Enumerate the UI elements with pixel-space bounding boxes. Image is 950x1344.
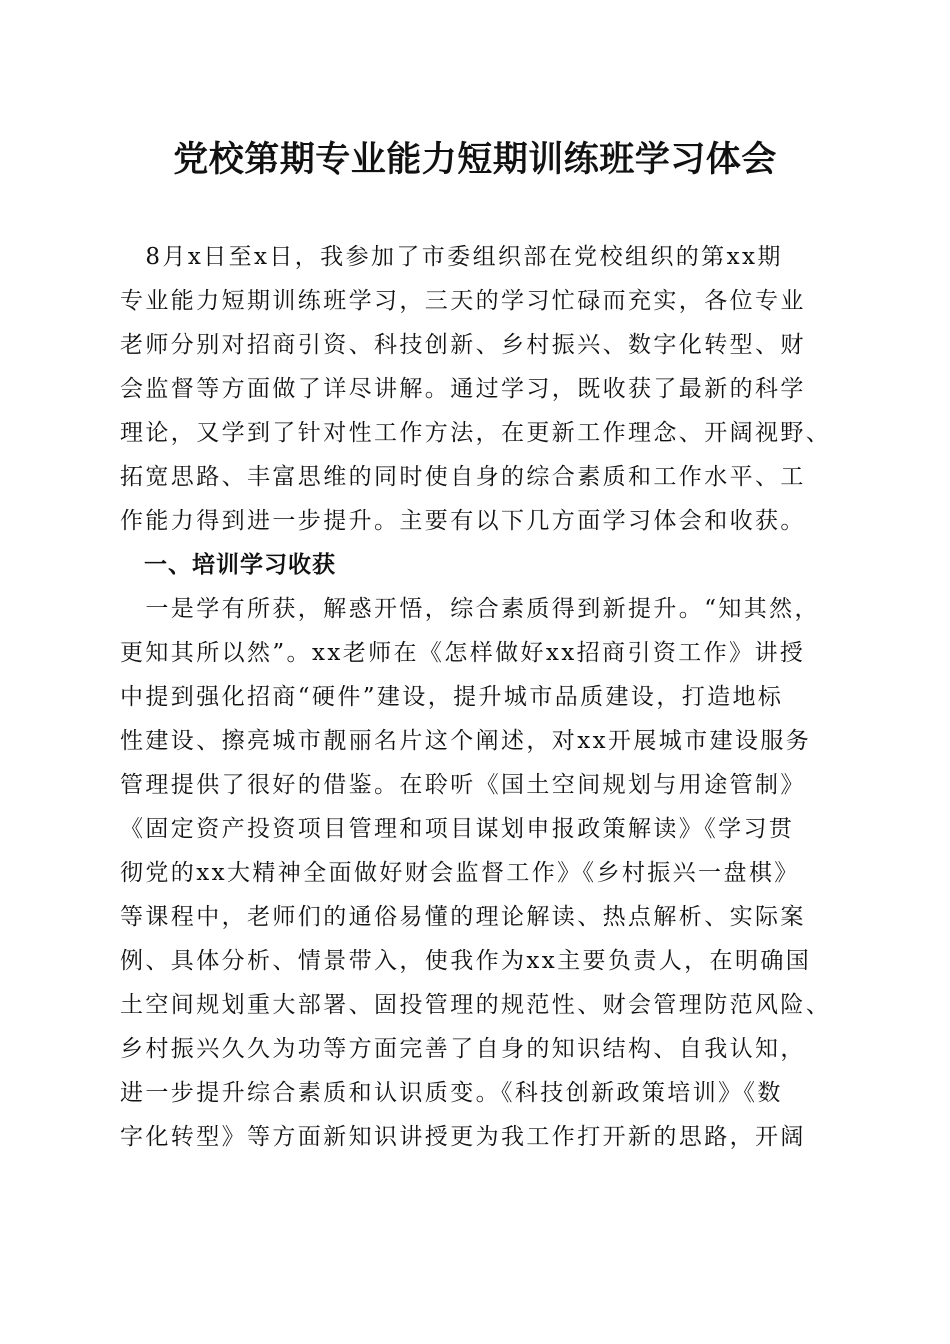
body-line: 更知其所以然”。xx老师在《怎样做好xx招商引资工作》讲授: [120, 640, 806, 666]
document-body: [120, 235, 835, 1159]
section-heading: 一、培训学习收获: [120, 552, 336, 578]
document-title: 党校第期专业能力短期训练班学习体会: [173, 140, 777, 180]
body-line: 性建设、擦亮城市靓丽名片这个阐述，对xx开展城市建设服务: [120, 728, 812, 754]
body-line: 8月x日至x日，我参加了市委组织部在党校组织的第xx期: [120, 244, 783, 270]
body-line: 等课程中，老师们的通俗易懂的理论解读、热点解析、实际案: [120, 904, 806, 930]
body-line: 会监督等方面做了详尽讲解。通过学习，既收获了最新的科学: [120, 376, 806, 402]
body-line: 例、具体分析、情景带入，使我作为xx主要负责人，在明确国: [120, 948, 812, 974]
body-line: 一是学有所获，解惑开悟，综合素质得到新提升。“知其然，: [120, 596, 820, 622]
body-line: 乡村振兴久久为功等方面完善了自身的知识结构、自我认知，: [120, 1036, 806, 1062]
body-line: 进一步提升综合素质和认识质变。《科技创新政策培训》《数: [120, 1080, 783, 1106]
body-line: 管理提供了很好的借鉴。在聆听《国土空间规划与用途管制》: [120, 772, 806, 798]
body-line: 彻党的xx大精神全面做好财会监督工作》《乡村振兴一盘棋》: [120, 860, 800, 886]
body-line: 中提到强化招商“硬件”建设，提升城市品质建设，打造地标: [120, 684, 784, 710]
body-line: 土空间规划重大部署、固投管理的规范性、财会管理防范风险、: [120, 992, 832, 1018]
body-line: 作能力得到进一步提升。主要有以下几方面学习体会和收获。: [120, 508, 806, 534]
body-line: 《固定资产投资项目管理和项目谋划申报政策解读》《学习贯: [120, 816, 795, 842]
body-line: 拓宽思路、丰富思维的同时使自身的综合素质和工作水平、工: [120, 464, 806, 490]
body-line: 理论，又学到了针对性工作方法，在更新工作理念、开阔视野、: [120, 420, 832, 446]
body-line: 老师分别对招商引资、科技创新、乡村振兴、数字化转型、财: [120, 332, 806, 358]
body-line: 字化转型》等方面新知识讲授更为我工作打开新的思路，开阔: [120, 1124, 806, 1150]
body-line: 专业能力短期训练班学习，三天的学习忙碌而充实，各位专业: [120, 288, 806, 314]
